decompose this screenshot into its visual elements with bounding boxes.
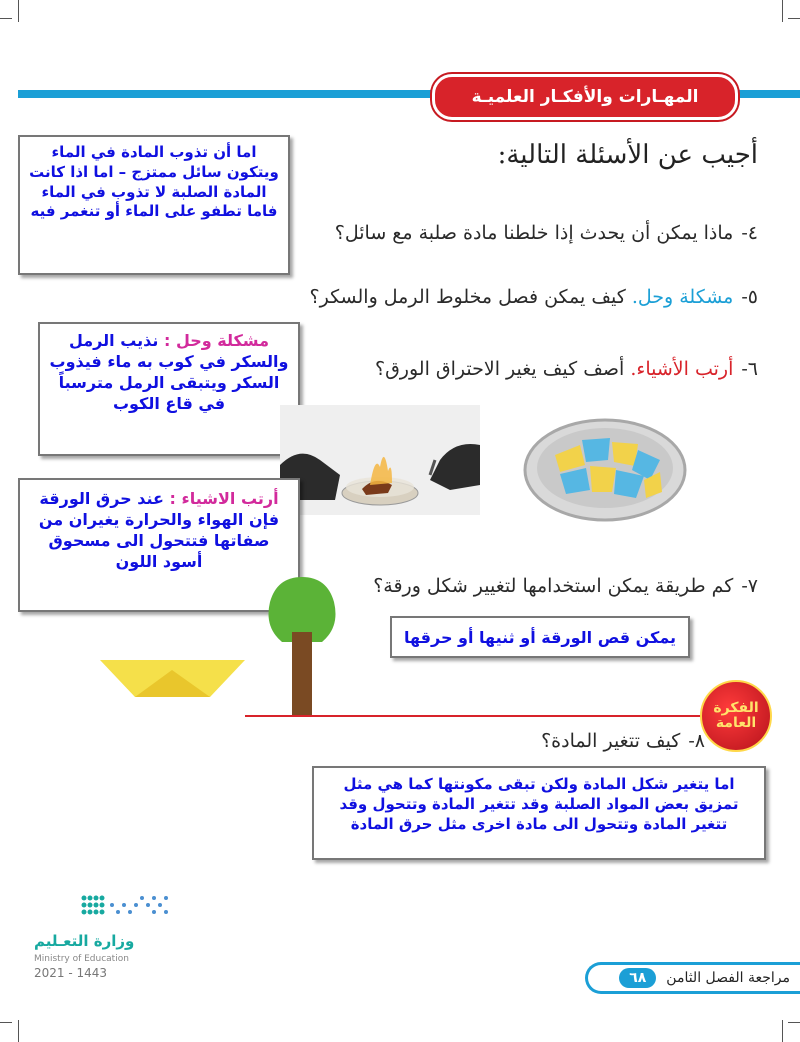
paper-bowl-photo	[520, 410, 690, 525]
question-6	[375, 358, 758, 380]
paper-boat-illustration	[100, 655, 245, 700]
question-keyword: مشكلة وحل.	[631, 286, 734, 308]
header-bar	[18, 90, 448, 98]
answer-box-7	[390, 616, 690, 658]
footer-title: مراجعة الفصل الثامن	[666, 970, 790, 986]
question-text: ماذا يمكن أن يحدث إذا خلطنا مادة صلبة مع سائل؟	[334, 222, 734, 244]
section-divider	[245, 715, 705, 717]
question-keyword: أرتب الأشياء.	[630, 358, 734, 380]
ministry-logo-icon	[78, 892, 174, 922]
paper-bowl-illustration	[520, 410, 690, 525]
answer-box-8	[312, 766, 766, 860]
crop-mark	[782, 0, 783, 22]
question-number: ٦-	[741, 358, 758, 380]
ministry-name-english: Ministry of Education	[34, 954, 129, 964]
footer-page-label	[585, 962, 800, 994]
question-number: ٨-	[688, 730, 705, 752]
answer-text: يمكن قص الورقة أو ثنيها أو حرقها	[403, 628, 677, 647]
question-4	[335, 222, 758, 244]
question-text: أصف كيف يغير الاحتراق الورق؟	[374, 358, 625, 380]
answer-box-4	[18, 135, 290, 275]
question-5	[310, 286, 759, 308]
crop-mark	[0, 1022, 12, 1023]
page-number: ٦٨	[619, 968, 656, 988]
question-8	[541, 730, 705, 752]
crop-mark	[788, 18, 800, 19]
answer-text: نذيب الرمل والسكر في كوب به ماء فيذوب السكر ويتبقى الرمل مترسباً في قاع الكوب	[49, 331, 289, 414]
big-idea-badge: الفكرة العامة	[700, 680, 772, 752]
section-banner: المهـارات والأفكـار العلميـة	[432, 74, 738, 120]
answer-text: اما أن تذوب المادة في الماء ويتكون سائل ممتزج – اما اذا كانت المادة الصلبة لا تذوب في الماء فاما تطفو على الماء أو تنغمر فيه	[29, 143, 279, 221]
answer-label: أرتب الاشياء :	[169, 489, 279, 508]
crop-mark	[18, 1020, 19, 1042]
crop-mark	[782, 1020, 783, 1042]
question-number: ٥-	[741, 286, 758, 308]
ministry-name-arabic: وزارة التعـليم	[34, 932, 135, 950]
question-7	[373, 575, 758, 597]
question-number: ٤-	[741, 222, 758, 244]
page-heading: أجيب عن الأسئلة التالية:	[497, 140, 758, 170]
tree-illustration	[262, 572, 342, 717]
crop-mark	[788, 1022, 800, 1023]
question-text: كم طريقة يمكن استخدامها لتغيير شكل ورقة؟	[373, 575, 734, 597]
answer-text: اما يتغير شكل المادة ولكن تبقى مكونتها كما هي مثل تمزيق بعض المواد الصلبة وقد تتغير المادة وتتحول وقد تتغير المادة وتتحول الى مادة اخرى مثل حرق المادة	[339, 775, 739, 833]
answer-label: مشكلة وحل :	[163, 331, 269, 350]
burning-paper-photo	[280, 405, 480, 515]
answer-box-6	[18, 478, 300, 612]
header-bar	[735, 90, 800, 98]
crop-mark	[0, 18, 12, 19]
answer-box-5	[38, 322, 300, 456]
question-text: كيف تتغير المادة؟	[541, 730, 681, 752]
question-text: كيف يمكن فصل مخلوط الرمل والسكر؟	[309, 286, 626, 308]
edition-year: 2021 - 1443	[34, 966, 108, 980]
crop-mark	[18, 0, 19, 22]
answer-text: عند حرق الورقة فإن الهواء والحرارة يغيران من صفاتها فتتحول الى مسحوق أسود اللون	[38, 489, 280, 572]
burning-paper-illustration	[280, 405, 480, 515]
question-number: ٧-	[741, 575, 758, 597]
